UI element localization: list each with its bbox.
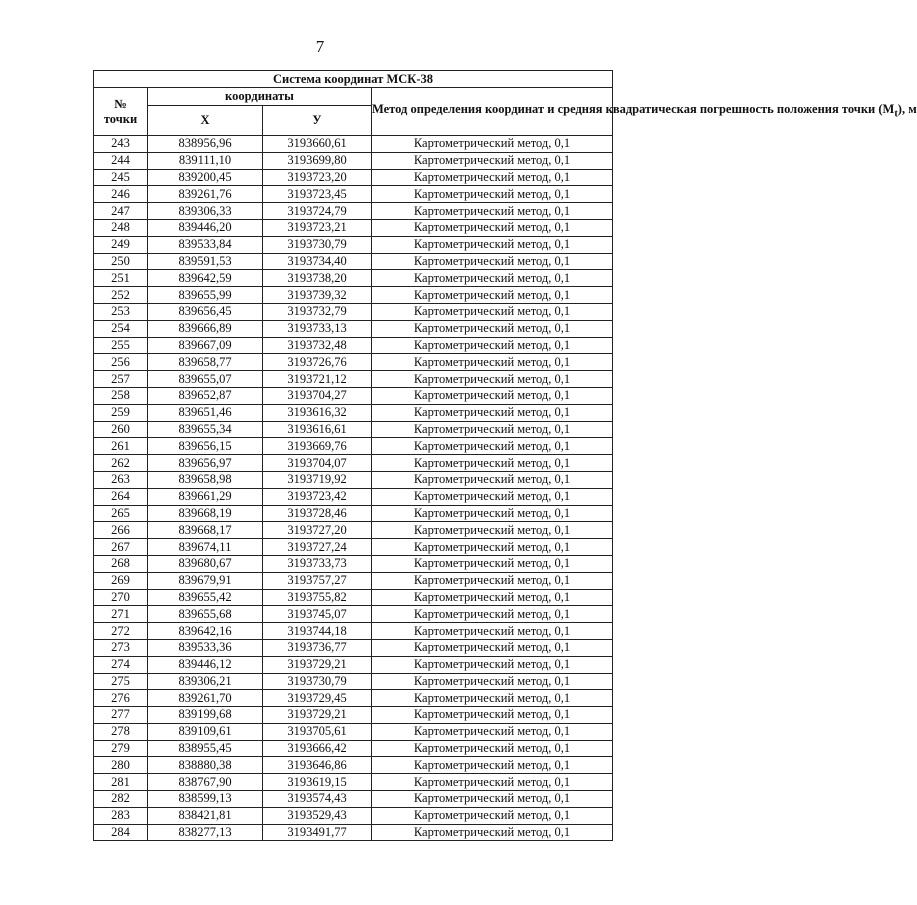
y-coordinate-cell: 3193739,32: [263, 287, 372, 304]
method-cell: Картометрический метод, 0,1: [372, 152, 613, 169]
y-coordinate-cell: 3193729,45: [263, 690, 372, 707]
method-cell: Картометрический метод, 0,1: [372, 572, 613, 589]
point-number-cell: 280: [94, 757, 148, 774]
x-coordinate-cell: 839652,87: [148, 387, 263, 404]
x-coordinate-cell: 839658,77: [148, 354, 263, 371]
method-cell: Картометрический метод, 0,1: [372, 404, 613, 421]
point-number-cell: 243: [94, 136, 148, 153]
y-coordinate-cell: 3193721,12: [263, 371, 372, 388]
table-row: [94, 522, 613, 539]
point-number-cell: 278: [94, 723, 148, 740]
x-coordinate-cell: 839679,91: [148, 572, 263, 589]
y-coordinate-cell: 3193724,79: [263, 203, 372, 220]
x-coordinate-cell: 839446,20: [148, 219, 263, 236]
x-coordinate-cell: 839667,09: [148, 337, 263, 354]
table-row: [94, 421, 613, 438]
method-cell: Картометрический метод, 0,1: [372, 522, 613, 539]
point-number-cell: 268: [94, 555, 148, 572]
table-row: [94, 287, 613, 304]
x-coordinate-cell: 839668,19: [148, 505, 263, 522]
y-coordinate-cell: 3193738,20: [263, 270, 372, 287]
y-coordinate-cell: 3193732,48: [263, 337, 372, 354]
x-coordinate-cell: 839533,36: [148, 639, 263, 656]
y-coordinate-cell: 3193666,42: [263, 740, 372, 757]
method-cell: Картометрический метод, 0,1: [372, 589, 613, 606]
point-number-cell: 270: [94, 589, 148, 606]
x-coordinate-cell: 839661,29: [148, 488, 263, 505]
table-row: [94, 236, 613, 253]
y-coordinate-cell: 3193757,27: [263, 572, 372, 589]
point-number-cell: 254: [94, 320, 148, 337]
point-number-cell: 266: [94, 522, 148, 539]
table-row: [94, 774, 613, 791]
coordinate-system-title: Система координат МСК-38: [94, 71, 613, 88]
method-cell: Картометрический метод, 0,1: [372, 387, 613, 404]
table-row: [94, 791, 613, 808]
x-coordinate-cell: 839261,76: [148, 186, 263, 203]
method-cell: Картометрический метод, 0,1: [372, 539, 613, 556]
table-row: [94, 152, 613, 169]
point-number-cell: 263: [94, 471, 148, 488]
method-cell: Картометрический метод, 0,1: [372, 656, 613, 673]
y-coordinate-cell: 3193733,13: [263, 320, 372, 337]
point-number-cell: 247: [94, 203, 148, 220]
table-row: [94, 354, 613, 371]
method-cell: Картометрический метод, 0,1: [372, 505, 613, 522]
table-row: [94, 371, 613, 388]
x-coordinate-cell: 839666,89: [148, 320, 263, 337]
point-label: точки: [103, 111, 138, 126]
table-row: [94, 320, 613, 337]
y-coordinate-cell: 3193723,42: [263, 488, 372, 505]
point-number-cell: 250: [94, 253, 148, 270]
table-row: [94, 740, 613, 757]
table-row: [94, 757, 613, 774]
y-coordinate-cell: 3193755,82: [263, 589, 372, 606]
method-header-unit: ), м: [897, 101, 917, 116]
table-row: [94, 303, 613, 320]
table-row: [94, 471, 613, 488]
x-coordinate-cell: 839446,12: [148, 656, 263, 673]
method-cell: Картометрический метод, 0,1: [372, 673, 613, 690]
table-row: [94, 404, 613, 421]
method-cell: Картометрический метод, 0,1: [372, 807, 613, 824]
method-cell: Картометрический метод, 0,1: [372, 555, 613, 572]
method-cell: Картометрический метод, 0,1: [372, 371, 613, 388]
x-coordinate-cell: 839656,45: [148, 303, 263, 320]
coordinates-header: координаты: [148, 88, 372, 106]
x-coordinate-cell: 839656,97: [148, 455, 263, 472]
method-cell: Картометрический метод, 0,1: [372, 287, 613, 304]
x-coordinate-cell: 838880,38: [148, 757, 263, 774]
y-coordinate-cell: 3193616,61: [263, 421, 372, 438]
x-coordinate-cell: 839651,46: [148, 404, 263, 421]
method-cell: Картометрический метод, 0,1: [372, 774, 613, 791]
point-number-cell: 264: [94, 488, 148, 505]
x-coordinate-cell: 839111,10: [148, 152, 263, 169]
table-row: [94, 136, 613, 153]
y-coordinate-cell: 3193745,07: [263, 606, 372, 623]
point-number-cell: 256: [94, 354, 148, 371]
y-coordinate-cell: 3193736,77: [263, 639, 372, 656]
method-cell: Картометрический метод, 0,1: [372, 253, 613, 270]
table-row: [94, 824, 613, 841]
method-cell: Картометрический метод, 0,1: [372, 169, 613, 186]
table-row: [94, 707, 613, 724]
method-cell: Картометрический метод, 0,1: [372, 824, 613, 841]
table-row: [94, 589, 613, 606]
point-number-cell: 261: [94, 438, 148, 455]
method-cell: Картометрический метод, 0,1: [372, 438, 613, 455]
point-number-cell: 284: [94, 824, 148, 841]
x-coordinate-cell: 839655,42: [148, 589, 263, 606]
point-number-cell: 275: [94, 673, 148, 690]
point-number-cell: 252: [94, 287, 148, 304]
method-cell: Картометрический метод, 0,1: [372, 337, 613, 354]
y-header: У: [263, 106, 372, 136]
method-cell: Картометрический метод, 0,1: [372, 690, 613, 707]
method-cell: Картометрический метод, 0,1: [372, 219, 613, 236]
point-number-cell: 246: [94, 186, 148, 203]
method-cell: Картометрический метод, 0,1: [372, 471, 613, 488]
y-coordinate-cell: 3193574,43: [263, 791, 372, 808]
method-cell: Картометрический метод, 0,1: [372, 791, 613, 808]
method-cell: Картометрический метод, 0,1: [372, 203, 613, 220]
x-coordinate-cell: 839674,11: [148, 539, 263, 556]
y-coordinate-cell: 3193723,21: [263, 219, 372, 236]
point-number-cell: 258: [94, 387, 148, 404]
point-number-cell: 257: [94, 371, 148, 388]
x-coordinate-cell: 839199,68: [148, 707, 263, 724]
x-coordinate-cell: 838767,90: [148, 774, 263, 791]
y-coordinate-cell: 3193704,07: [263, 455, 372, 472]
table-row: [94, 572, 613, 589]
y-coordinate-cell: 3193730,79: [263, 236, 372, 253]
y-coordinate-cell: 3193619,15: [263, 774, 372, 791]
x-coordinate-cell: 839261,70: [148, 690, 263, 707]
x-coordinate-cell: 839306,33: [148, 203, 263, 220]
x-coordinate-cell: 839668,17: [148, 522, 263, 539]
method-cell: Картометрический метод, 0,1: [372, 236, 613, 253]
point-number-cell: 262: [94, 455, 148, 472]
method-cell: Картометрический метод, 0,1: [372, 740, 613, 757]
table-row: [94, 455, 613, 472]
x-coordinate-cell: 839200,45: [148, 169, 263, 186]
table-row: [94, 387, 613, 404]
table-row: [94, 505, 613, 522]
method-cell: Картометрический метод, 0,1: [372, 723, 613, 740]
point-number-cell: 265: [94, 505, 148, 522]
table-row: [94, 539, 613, 556]
y-coordinate-cell: 3193723,20: [263, 169, 372, 186]
point-number-cell: 244: [94, 152, 148, 169]
x-coordinate-cell: 838955,45: [148, 740, 263, 757]
point-number-cell: 283: [94, 807, 148, 824]
table-body: [94, 136, 613, 841]
method-cell: Картометрический метод, 0,1: [372, 320, 613, 337]
y-coordinate-cell: 3193726,76: [263, 354, 372, 371]
point-number-cell: 267: [94, 539, 148, 556]
x-coordinate-cell: 838956,96: [148, 136, 263, 153]
method-cell: Картометрический метод, 0,1: [372, 488, 613, 505]
x-coordinate-cell: 839533,84: [148, 236, 263, 253]
point-number-cell: 274: [94, 656, 148, 673]
x-header: Х: [148, 106, 263, 136]
table-row: [94, 169, 613, 186]
y-coordinate-cell: 3193529,43: [263, 807, 372, 824]
x-coordinate-cell: 839642,59: [148, 270, 263, 287]
table-row: [94, 723, 613, 740]
number-sign-label: №: [114, 96, 127, 111]
point-number-cell: 277: [94, 707, 148, 724]
x-coordinate-cell: 839591,53: [148, 253, 263, 270]
method-cell: Картометрический метод, 0,1: [372, 757, 613, 774]
y-coordinate-cell: 3193744,18: [263, 623, 372, 640]
y-coordinate-cell: 3193728,46: [263, 505, 372, 522]
y-coordinate-cell: 3193660,61: [263, 136, 372, 153]
method-cell: Картометрический метод, 0,1: [372, 606, 613, 623]
point-number-cell: 282: [94, 791, 148, 808]
y-coordinate-cell: 3193699,80: [263, 152, 372, 169]
table-row: [94, 555, 613, 572]
y-coordinate-cell: 3193733,73: [263, 555, 372, 572]
method-cell: Картометрический метод, 0,1: [372, 354, 613, 371]
table-row: [94, 337, 613, 354]
x-coordinate-cell: 839306,21: [148, 673, 263, 690]
point-number-cell: 249: [94, 236, 148, 253]
table-row: [94, 639, 613, 656]
method-cell: Картометрический метод, 0,1: [372, 639, 613, 656]
y-coordinate-cell: 3193727,20: [263, 522, 372, 539]
method-cell: Картометрический метод, 0,1: [372, 421, 613, 438]
point-number-cell: 281: [94, 774, 148, 791]
table-row: [94, 203, 613, 220]
point-number-cell: 276: [94, 690, 148, 707]
point-number-cell: 271: [94, 606, 148, 623]
x-coordinate-cell: 838599,13: [148, 791, 263, 808]
point-number-cell: 245: [94, 169, 148, 186]
y-coordinate-cell: 3193729,21: [263, 707, 372, 724]
point-number-cell: 269: [94, 572, 148, 589]
y-coordinate-cell: 3193704,27: [263, 387, 372, 404]
table-row: [94, 690, 613, 707]
table-row: [94, 186, 613, 203]
method-header: [372, 88, 917, 136]
method-cell: Картометрический метод, 0,1: [372, 707, 613, 724]
method-cell: Картометрический метод, 0,1: [372, 136, 613, 153]
point-number-cell: 273: [94, 639, 148, 656]
y-coordinate-cell: 3193616,32: [263, 404, 372, 421]
point-number-cell: 260: [94, 421, 148, 438]
table-row: [94, 270, 613, 287]
point-number-cell: 279: [94, 740, 148, 757]
x-coordinate-cell: 839680,67: [148, 555, 263, 572]
point-number-cell: 248: [94, 219, 148, 236]
table-row: [94, 673, 613, 690]
table-row: [94, 606, 613, 623]
table-row: [94, 219, 613, 236]
y-coordinate-cell: 3193723,45: [263, 186, 372, 203]
x-coordinate-cell: 838277,13: [148, 824, 263, 841]
point-number-cell: 251: [94, 270, 148, 287]
x-coordinate-cell: 839655,68: [148, 606, 263, 623]
point-number-cell: 259: [94, 404, 148, 421]
x-coordinate-cell: 839655,07: [148, 371, 263, 388]
table-row: [94, 253, 613, 270]
y-coordinate-cell: 3193727,24: [263, 539, 372, 556]
x-coordinate-cell: 838421,81: [148, 807, 263, 824]
y-coordinate-cell: 3193669,76: [263, 438, 372, 455]
point-number-cell: 253: [94, 303, 148, 320]
method-cell: Картометрический метод, 0,1: [372, 186, 613, 203]
method-cell: Картометрический метод, 0,1: [372, 270, 613, 287]
y-coordinate-cell: 3193729,21: [263, 656, 372, 673]
x-coordinate-cell: 839658,98: [148, 471, 263, 488]
y-coordinate-cell: 3193719,92: [263, 471, 372, 488]
table-row: [94, 656, 613, 673]
method-cell: Картометрический метод, 0,1: [372, 623, 613, 640]
method-header-text: Метод определения координат и средняя квадратическая погрешность положения точки (М: [372, 101, 895, 116]
point-number-header: [94, 88, 148, 136]
y-coordinate-cell: 3193705,61: [263, 723, 372, 740]
y-coordinate-cell: 3193732,79: [263, 303, 372, 320]
point-number-cell: 255: [94, 337, 148, 354]
y-coordinate-cell: 3193646,86: [263, 757, 372, 774]
point-number-cell: 272: [94, 623, 148, 640]
coordinates-table: [93, 70, 917, 841]
method-cell: Картометрический метод, 0,1: [372, 303, 613, 320]
x-coordinate-cell: 839655,99: [148, 287, 263, 304]
x-coordinate-cell: 839655,34: [148, 421, 263, 438]
table-row: [94, 488, 613, 505]
y-coordinate-cell: 3193734,40: [263, 253, 372, 270]
method-header-subscript: t: [894, 108, 898, 120]
y-coordinate-cell: 3193730,79: [263, 673, 372, 690]
y-coordinate-cell: 3193491,77: [263, 824, 372, 841]
table-row: [94, 438, 613, 455]
method-cell: Картометрический метод, 0,1: [372, 455, 613, 472]
x-coordinate-cell: 839642,16: [148, 623, 263, 640]
table-row: [94, 623, 613, 640]
x-coordinate-cell: 839656,15: [148, 438, 263, 455]
x-coordinate-cell: 839109,61: [148, 723, 263, 740]
page-number: 7: [315, 37, 325, 56]
table-row: [94, 807, 613, 824]
